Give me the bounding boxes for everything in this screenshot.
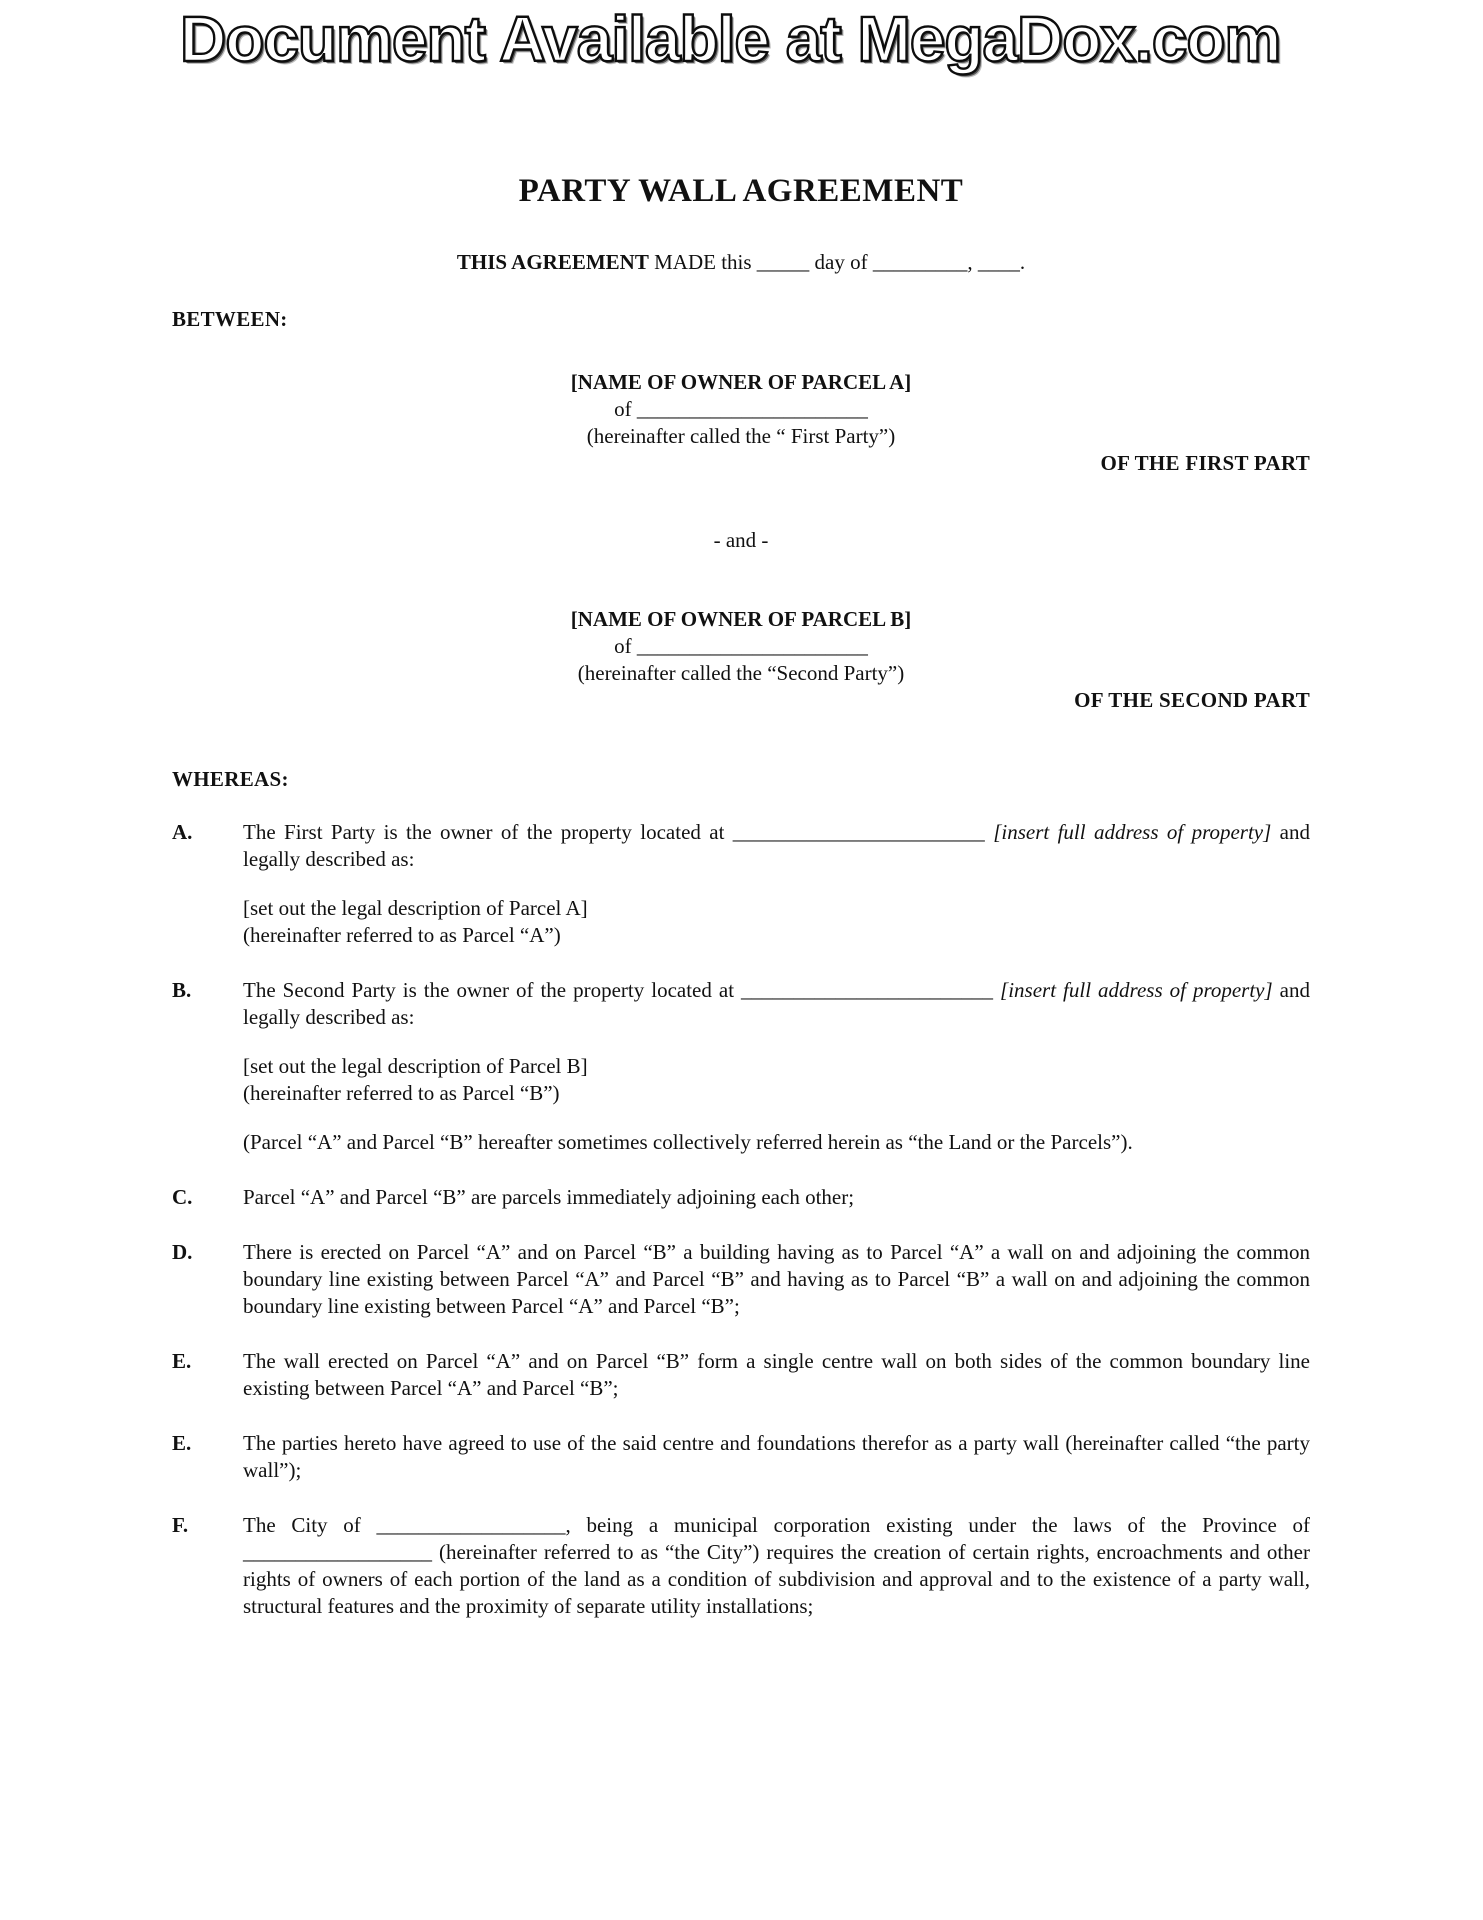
recital-body (243, 1512, 1310, 1620)
recital-label: B. (172, 978, 192, 1003)
recital-text: (hereinafter referred to as Parcel “B”) (243, 1081, 560, 1106)
recital-text: The wall erected on Parcel “A” and on Parcel “B” form a single centre wall on both sides of the common boundary line existing between Parcel “A” and Parcel “B”; (243, 1349, 1310, 1401)
recital-text: Parcel “A” and Parcel “B” are parcels immediately adjoining each other; (243, 1185, 855, 1210)
party-b-block (172, 606, 1310, 687)
recital-body (243, 1239, 1310, 1320)
recital-item (172, 1239, 1310, 1320)
recital-text: The First Party is the owner of the property located at ________________________ (243, 820, 994, 845)
recital-label: D. (172, 1240, 193, 1265)
recital-text: The City of __________________, being a municipal corporation existing under the laws of the Province of __________________ (hereinafter referred to as “the City”) requires the creation of certain rights, encroachments and other rights of owners of each portion of the land as a condition of subdivision and approval and to the existence of a party wall, structural features and the proximity of separate utility installations; (243, 1513, 1310, 1619)
recital-text-italic: [insert full address of property] (993, 820, 1272, 845)
opening-line (172, 249, 1310, 276)
recital-label: E. (172, 1431, 192, 1456)
recital-paragraph (243, 1184, 1310, 1211)
recital-paragraph (243, 1430, 1310, 1484)
party-a-hereinafter: (hereinafter called the “ First Party”) (586, 424, 896, 449)
party-b-hereinafter: (hereinafter called the “Second Party”) (577, 661, 905, 686)
recital-paragraph (243, 895, 1310, 949)
recital-body (243, 1348, 1310, 1402)
recital-body (243, 819, 1310, 949)
party-b-of-line: of ______________________ (614, 634, 868, 659)
recital-label: F. (172, 1513, 189, 1538)
recital-body (243, 1430, 1310, 1484)
party-b-name: [NAME OF OWNER OF PARCEL B] (570, 607, 912, 632)
of-the-first-part-label: OF THE FIRST PART (1100, 451, 1310, 476)
recital-text: There is erected on Parcel “A” and on Parcel “B” a building having as to Parcel “A” a wall on and adjoining the common boundary line existing between Parcel “A” and Parcel “B” and having as to Parcel “B” a wall on and adjoining the common boundary line existing between Parcel “A” and Parcel “B”; (243, 1240, 1310, 1319)
recital-item (172, 819, 1310, 949)
opening-line-rest: MADE this _____ day of _________, ____. (648, 250, 1026, 275)
recital-item (172, 1430, 1310, 1484)
recital-paragraph (243, 1053, 1310, 1107)
recital-label: C. (172, 1185, 193, 1210)
party-a-name: [NAME OF OWNER OF PARCEL A] (570, 370, 912, 395)
recital-paragraph (243, 819, 1310, 873)
recital-label: A. (172, 820, 193, 845)
whereas-label: WHEREAS: (172, 767, 289, 792)
recitals-list (172, 819, 1310, 1620)
recital-body (243, 1184, 1310, 1211)
recital-text: [set out the legal description of Parcel A] (243, 896, 588, 921)
watermark-banner: Document Available at MegaDox.com (180, 3, 1281, 75)
recital-text: and legally described as: (243, 978, 1310, 1030)
recital-paragraph (243, 1348, 1310, 1402)
document-title: PARTY WALL AGREEMENT (518, 173, 964, 210)
recital-item (172, 1512, 1310, 1620)
recital-paragraph (243, 1129, 1310, 1156)
recital-item (172, 1184, 1310, 1211)
recital-item (172, 1348, 1310, 1402)
recital-text: The Second Party is the owner of the property located at ________________________ (243, 978, 1001, 1003)
recital-paragraph (243, 1239, 1310, 1320)
recital-text: [set out the legal description of Parcel B] (243, 1054, 588, 1079)
opening-line-bold-lead: THIS AGREEMENT (456, 250, 649, 275)
recital-paragraph (243, 977, 1310, 1031)
and-separator: - and - (713, 528, 769, 553)
between-label: BETWEEN: (172, 307, 288, 332)
recital-label: E. (172, 1349, 192, 1374)
recital-body (243, 977, 1310, 1156)
recital-text: The parties hereto have agreed to use of the said centre and foundations therefor as a party wall (hereinafter called “the party wall”); (243, 1431, 1310, 1483)
recital-text: and legally described as: (243, 820, 1310, 872)
recital-paragraph (243, 1512, 1310, 1620)
recital-text: (Parcel “A” and Parcel “B” hereafter sometimes collectively referred herein as “the Land or the Parcels”). (243, 1130, 1133, 1155)
recital-text: (hereinafter referred to as Parcel “A”) (243, 923, 561, 948)
party-a-of-line: of ______________________ (614, 397, 868, 422)
party-a-block (172, 369, 1310, 450)
recital-item (172, 977, 1310, 1156)
of-the-second-part-label: OF THE SECOND PART (1074, 688, 1310, 713)
recital-text-italic: [insert full address of property] (1000, 978, 1273, 1003)
